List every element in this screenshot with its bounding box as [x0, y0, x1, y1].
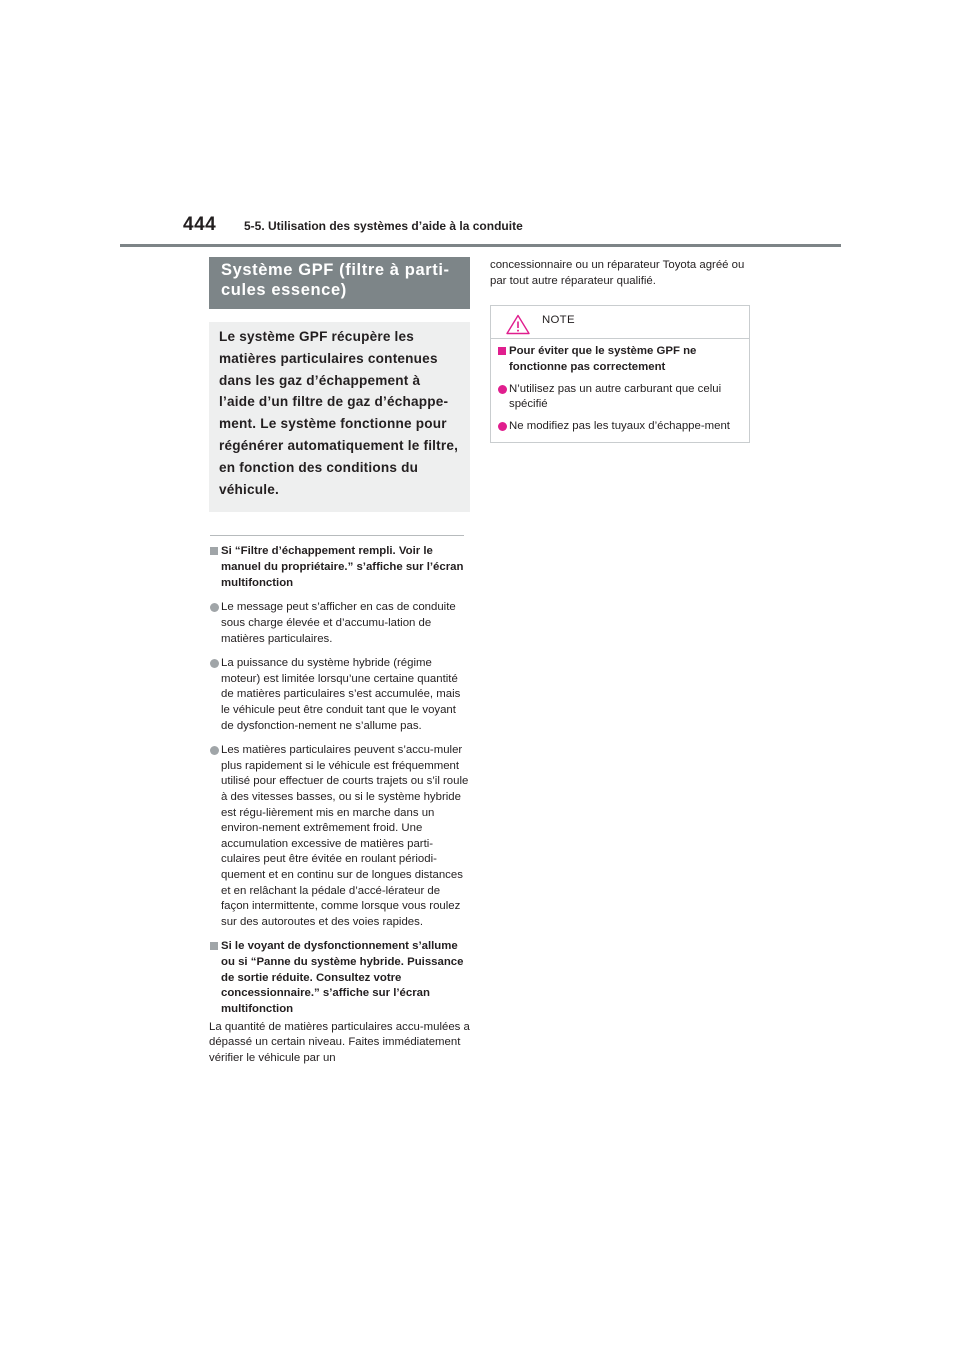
- round-bullet-icon: [210, 746, 219, 755]
- section-banner: Système GPF (filtre à parti-cules essence): [209, 257, 470, 309]
- note-title: NOTE: [542, 314, 575, 327]
- list-item-text: N’utilisez pas un autre carburant que celui spécifié: [509, 382, 722, 411]
- list-item-text: Les matières particulaires peuvent s’accu-muler plus rapidement si le véhicule est fréquemment utilisé pour effectuer de courts trajets ou s’il roule à des vitesses basses, ou si le système hybride est régu-lièrement mis en marche dans un environ-nement extrêmement froid. Une accumulation excessive de matières parti-culaires peut être évitée en roulant périodi-quement et en continu sur de longues distances et en relâchant la pédale d’accé-lérateur de façon intermittente, comme lorsque vous roulez sur des autoroutes et des voies rapides.: [221, 744, 469, 928]
- subheading: [209, 939, 470, 1018]
- warning-triangle-icon: [506, 314, 530, 340]
- list-item: [497, 419, 741, 435]
- section-divider: [210, 535, 464, 536]
- list-item-text: Ne modifiez pas les tuyaux d’échappe-ment: [509, 419, 730, 432]
- paragraph: La quantité de matières particulaires accu-mulées a dépassé un certain niveau. Faites immédiatement vérifier le véhicule par un: [209, 1020, 470, 1065]
- header-divider: [120, 244, 841, 247]
- note-box: [490, 305, 750, 443]
- note-body: [491, 344, 749, 434]
- left-column: [209, 257, 470, 1067]
- subheading: [497, 344, 741, 375]
- square-bullet-icon: [210, 547, 218, 555]
- section-title: 5-5. Utilisation des systèmes d’aide à la conduite: [244, 219, 523, 233]
- round-bullet-icon: [210, 603, 219, 612]
- right-column: [490, 257, 750, 443]
- round-bullet-icon: [210, 659, 219, 668]
- intro-text: Le système GPF récupère les matières particulaires contenues dans les gaz d’échappement à l’aide d’un filtre de gaz d’échappe-ment. Le système fonctionne pour régénérer automatiquement le filtre, en fonction des conditions du véhicule.: [219, 329, 459, 497]
- list-item: [209, 743, 470, 930]
- page-number: 444: [183, 214, 217, 235]
- continuation-text: concessionnaire ou un réparateur Toyota agréé ou par tout autre réparateur qualifié.: [490, 259, 745, 287]
- square-bullet-icon: [210, 942, 218, 950]
- subheading-text: Si “Filtre d’échappement rempli. Voir le manuel du propriétaire.” s’affiche sur l’écran multifonction: [221, 545, 464, 589]
- round-bullet-icon: [498, 422, 507, 431]
- list-item: [497, 382, 741, 413]
- round-bullet-icon: [498, 385, 507, 394]
- list-item-text: La puissance du système hybride (régime moteur) est limitée lorsqu’une certaine quantité de matières particulaires s’est accumulée, mais le véhicule peut être conduit tant que le voyant de dysfonction-nement ne s’allume pas.: [221, 657, 461, 732]
- square-bullet-icon: [498, 347, 506, 355]
- list-item-text: Le message peut s’afficher en cas de conduite sous charge élevée et d’accumu-lation de matières particulaires.: [221, 601, 456, 645]
- note-header: [491, 306, 749, 339]
- intro-box: [209, 322, 470, 512]
- list-item: [209, 656, 470, 734]
- subheading-text: Pour éviter que le système GPF ne fonctionne pas correctement: [509, 345, 697, 373]
- list-item: [209, 600, 470, 647]
- subheading-text: Si le voyant de dysfonctionnement s’allume ou si “Panne du système hybride. Puissance de sortie réduite. Consultez votre concessionnaire.” s’affiche sur l’écran multifonction: [221, 940, 464, 1016]
- subheading: [209, 544, 470, 591]
